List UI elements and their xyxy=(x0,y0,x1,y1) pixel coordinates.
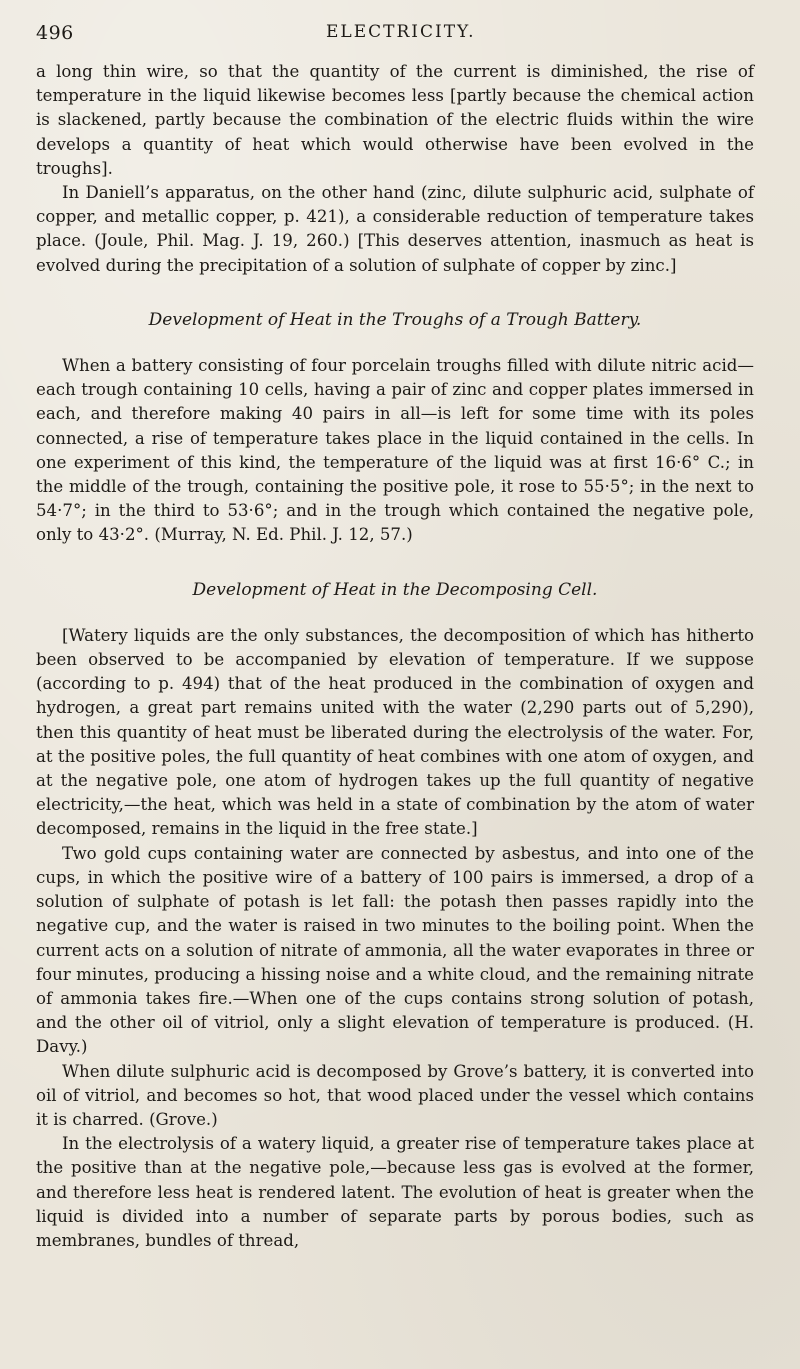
paragraph-daniell: In Daniell’s apparatus, on the other hand (zinc, dilute sulphuric acid, sulphate of copper, and metallic copper, p. 421), a considerable reduction of temperature takes place. (Joule, Phil. Mag. J. 19, 260.) [This deserves attention, inasmuch as heat is evolved during the precipitation of a solution of sulphate of copper by zinc.] xyxy=(36,183,754,275)
section-heading-trough-battery: Development of Heat in the Troughs of a Trough Battery. xyxy=(148,309,642,330)
paragraph-continuation: a long thin wire, so that the quantity of the current is diminished, the rise of temperature in the liquid likewise becomes less [partly because the chemical action is slackened, partly because the combination of the electric fluids within the wire develops a quantity of heat which would otherwise have been evolved in the troughs]. xyxy=(36,62,754,178)
section-heading-decomposing-cell: Development of Heat in the Decomposing Cell. xyxy=(192,579,598,600)
paragraph-gold-cups: Two gold cups containing water are connected by asbestus, and into one of the cups, in which the positive wire of a battery of 100 pairs is immersed, a drop of a solution of sulphate of potash is let fall: the potash then passes rapidly into the negative cup, and the water is raised in two minutes to the boiling point. When the current acts on a solution of nitrate of ammonia, all the water evaporates in three or four minutes, producing a hissing noise and a white cloud, and the remaining nitrate of ammonia takes fire.—When one of the cups contains strong solution of potash, and the other oil of vitriol, only a slight elevation of temperature is produced. (H. Davy.) xyxy=(36,843,754,1057)
paragraph-electrolysis: In the electrolysis of a watery liquid, a greater rise of temperature takes place at the positive than at the negative pole,—because less gas is evolved at the former, and therefore less heat is rendered latent. The evolution of heat is greater when the liquid is divided into a number of separate parts by porous bodies, such as membranes, bundles of thread, xyxy=(36,1134,754,1250)
page-header xyxy=(36,22,764,48)
page-number: 496 xyxy=(36,22,74,44)
body-text xyxy=(36,60,754,1253)
running-head: ELECTRICITY. xyxy=(326,22,476,42)
paragraph-trough-battery: When a battery consisting of four porcelain troughs filled with dilute nitric acid—each trough containing 10 cells, having a pair of zinc and copper plates immersed in each, and therefore making 40 pairs in all—is left for some time with its poles connected, a rise of temperature takes place in the liquid contained in the cells. In one experiment of this kind, the temperature of the liquid was at first 16·6° C.; in the middle of the trough, containing the positive pole, it rose to 55·5°; in the next to 54·7°; in the third to 53·6°; and in the trough which contained the negative pole, only to 43·2°. (Murray, N. Ed. Phil. J. 12, 57.) xyxy=(36,356,754,545)
paragraph-sulphuric-acid: When dilute sulphuric acid is decomposed by Grove’s battery, it is converted into oil of vitriol, and becomes so hot, that wood placed under the vessel which contains it is charred. (Grove.) xyxy=(36,1061,754,1129)
paragraph-watery-liquids: [Watery liquids are the only substances, the decomposition of which has hitherto been observed to be accompanied by elevation of temperature. If we suppose (according to p. 494) that of the heat produced in the combination of oxygen and hydrogen, a great part remains united with the water (2,290 parts out of 5,290), then this quantity of heat must be liberated during the electrolysis of the water. For, at the positive poles, the full quantity of heat combines with one atom of oxygen, and at the negative pole, one atom of hydrogen takes up the full quantity of negative electricity,—the heat, which was held in a state of combination by the atom of water decomposed, remains in the liquid in the free state.] xyxy=(36,625,754,839)
